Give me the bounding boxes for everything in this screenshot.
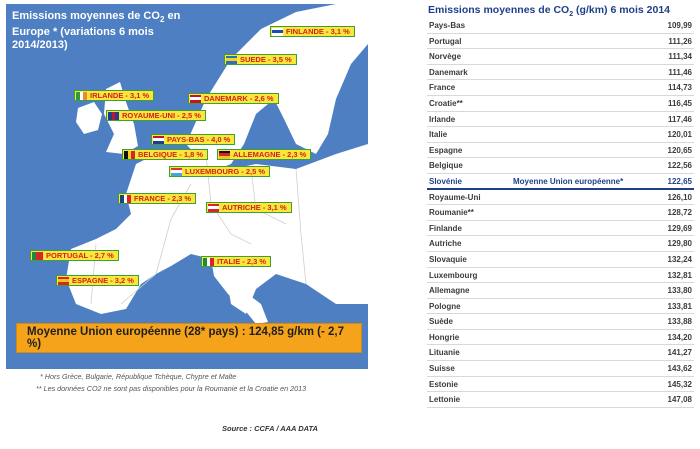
table-row bbox=[427, 314, 694, 330]
emissions-table bbox=[427, 18, 694, 408]
country-label-text: FRANCE - 2,3 % bbox=[134, 194, 192, 203]
country-name: Norvège bbox=[429, 52, 462, 62]
country-name: Pologne bbox=[429, 301, 461, 311]
emission-value: 141,27 bbox=[667, 348, 692, 358]
country-label-text: ITALIE - 2,3 % bbox=[217, 257, 267, 266]
emission-value: 129,69 bbox=[667, 223, 692, 233]
table-row bbox=[427, 158, 694, 174]
table-row bbox=[427, 330, 694, 346]
country-name: Pays-Bas bbox=[429, 21, 466, 30]
country-label-text: ROYAUME-UNI - 2,5 % bbox=[122, 111, 201, 120]
emission-value: 111,46 bbox=[668, 67, 692, 77]
country-name: Royaume-Uni bbox=[429, 192, 481, 202]
table-row bbox=[427, 345, 694, 361]
table-row bbox=[427, 49, 694, 65]
emission-value: 120,65 bbox=[667, 145, 692, 155]
table-row bbox=[427, 205, 694, 221]
country-name: Belgique bbox=[429, 161, 463, 171]
country-name: Lituanie bbox=[429, 348, 460, 358]
emission-value: 122,65 bbox=[667, 176, 692, 186]
country-name: Slovaquie bbox=[429, 254, 467, 264]
emission-value: 132,24 bbox=[667, 254, 692, 264]
emission-value: 147,08 bbox=[667, 395, 692, 405]
flag-icon bbox=[272, 28, 283, 36]
country-label-text: SUEDE - 3,5 % bbox=[240, 55, 292, 64]
table-row bbox=[427, 252, 694, 268]
table-row bbox=[427, 174, 694, 190]
emission-value: 133,80 bbox=[667, 286, 692, 296]
map-title: Emissions moyennes de $CO_2$ en Europe * (variations 6 mois 2014/2013) bbox=[12, 10, 181, 52]
flag-icon bbox=[208, 204, 219, 212]
flag-icon bbox=[124, 151, 135, 159]
country-label bbox=[206, 202, 292, 213]
country-label-text: ALLEMAGNE - 2,3 % bbox=[233, 150, 307, 159]
table-row bbox=[427, 190, 694, 206]
table-row bbox=[427, 112, 694, 128]
table-row bbox=[427, 143, 694, 159]
emission-value: 126,10 bbox=[667, 192, 692, 202]
emission-value: 133,81 bbox=[667, 301, 692, 311]
country-name: Danemark bbox=[429, 67, 468, 77]
country-label bbox=[217, 149, 311, 160]
emission-value: 111,26 bbox=[668, 36, 692, 46]
country-name: Finlande bbox=[429, 223, 462, 233]
country-label bbox=[201, 256, 271, 267]
country-label bbox=[30, 250, 119, 261]
emission-value: 132,81 bbox=[667, 270, 692, 280]
emission-value: 145,32 bbox=[667, 379, 692, 389]
country-label-text: AUTRICHE - 3,1 % bbox=[222, 203, 287, 212]
country-label-text: LUXEMBOURG - 2,5 % bbox=[185, 167, 266, 176]
table-row bbox=[427, 96, 694, 112]
flag-icon bbox=[190, 95, 201, 103]
footnote-missing-data: ** Les données CO2 ne sont pas disponibles pour la Roumanie et la Croatie en 2013 bbox=[36, 384, 307, 393]
country-name: Allemagne bbox=[429, 286, 470, 296]
map-landmass bbox=[6, 4, 368, 369]
country-label bbox=[106, 110, 206, 121]
country-name: Irlande bbox=[429, 114, 456, 124]
country-name: Hongrie bbox=[429, 332, 460, 342]
eu-average-banner: Moyenne Union européenne (28* pays) : 124,85 g/km (- 2,7 %) bbox=[16, 323, 362, 353]
country-name: France bbox=[429, 83, 456, 93]
table-row bbox=[427, 236, 694, 252]
emission-value: 128,72 bbox=[667, 208, 692, 218]
emission-value: 111,34 bbox=[668, 52, 692, 62]
country-name: Estonie bbox=[429, 379, 458, 389]
country-name: Lettonie bbox=[429, 395, 461, 405]
country-name: Luxembourg bbox=[429, 270, 478, 280]
country-name: Autriche bbox=[429, 239, 462, 249]
country-label bbox=[270, 26, 355, 37]
country-label bbox=[122, 149, 208, 160]
table-row bbox=[427, 377, 694, 393]
table-row bbox=[427, 361, 694, 377]
country-name: Espagne bbox=[429, 145, 463, 155]
country-name: Slovénie bbox=[429, 176, 462, 186]
country-label-text: FINLANDE - 3,1 % bbox=[286, 27, 350, 36]
flag-icon bbox=[153, 136, 164, 144]
country-label bbox=[151, 134, 235, 145]
flag-icon bbox=[120, 195, 131, 203]
country-label-text: BELGIQUE - 1,8 % bbox=[138, 150, 204, 159]
country-label bbox=[188, 93, 279, 104]
country-label-text: IRLANDE - 3,1 % bbox=[90, 91, 150, 100]
table-row bbox=[427, 80, 694, 96]
flag-icon bbox=[108, 112, 119, 120]
emission-value: 133,88 bbox=[667, 317, 692, 327]
country-name: Croatie** bbox=[429, 98, 463, 108]
table-row bbox=[427, 34, 694, 50]
country-label bbox=[74, 90, 154, 101]
table-row bbox=[427, 127, 694, 143]
country-label-text: PAYS-BAS - 4,0 % bbox=[167, 135, 231, 144]
table-row bbox=[427, 299, 694, 315]
emission-value: 109,99 bbox=[667, 21, 692, 30]
emission-value: 143,62 bbox=[667, 364, 692, 374]
flag-icon bbox=[32, 252, 43, 260]
europe-map bbox=[6, 4, 368, 369]
table-row bbox=[427, 221, 694, 237]
emission-value: 114,73 bbox=[667, 83, 692, 93]
country-label bbox=[224, 54, 297, 65]
emission-value: 122,56 bbox=[667, 161, 692, 171]
country-name: Portugal bbox=[429, 36, 462, 46]
country-name: Suède bbox=[429, 317, 454, 327]
flag-icon bbox=[76, 92, 87, 100]
table-row bbox=[427, 18, 694, 34]
emission-value: 129,80 bbox=[667, 239, 692, 249]
emission-value: 116,45 bbox=[667, 98, 692, 108]
country-label bbox=[56, 275, 139, 286]
table-row bbox=[427, 65, 694, 81]
source-credit: Source : CCFA / AAA DATA bbox=[222, 424, 318, 433]
emission-value: 134,20 bbox=[667, 332, 692, 342]
table-row bbox=[427, 268, 694, 284]
flag-icon bbox=[171, 168, 182, 176]
flag-icon bbox=[219, 151, 230, 159]
flag-icon bbox=[203, 258, 214, 266]
table-row bbox=[427, 283, 694, 299]
country-label-text: ESPAGNE - 3,2 % bbox=[72, 276, 134, 285]
country-name: Roumanie** bbox=[429, 208, 474, 218]
country-label-text: PORTUGAL - 2,7 % bbox=[46, 251, 114, 260]
emission-value: 117,46 bbox=[667, 114, 692, 124]
country-label-text: DANEMARK - 2,6 % bbox=[204, 94, 274, 103]
table-row bbox=[427, 392, 694, 408]
country-name: Italie bbox=[429, 130, 448, 140]
flag-icon bbox=[58, 277, 69, 285]
country-label bbox=[169, 166, 270, 177]
country-name: Suisse bbox=[429, 364, 455, 374]
footnote-excluded: * Hors Grèce, Bulgarie, République Tchèque, Chypre et Malte bbox=[40, 372, 237, 381]
country-label bbox=[118, 193, 196, 204]
eu-average-note: Moyenne Union européenne* bbox=[513, 176, 624, 186]
table-title: Emissions moyennes de $CO_2$ (g/km) 6 mois 2014 bbox=[428, 4, 670, 19]
flag-icon bbox=[226, 56, 237, 64]
emission-value: 120,01 bbox=[667, 130, 692, 140]
